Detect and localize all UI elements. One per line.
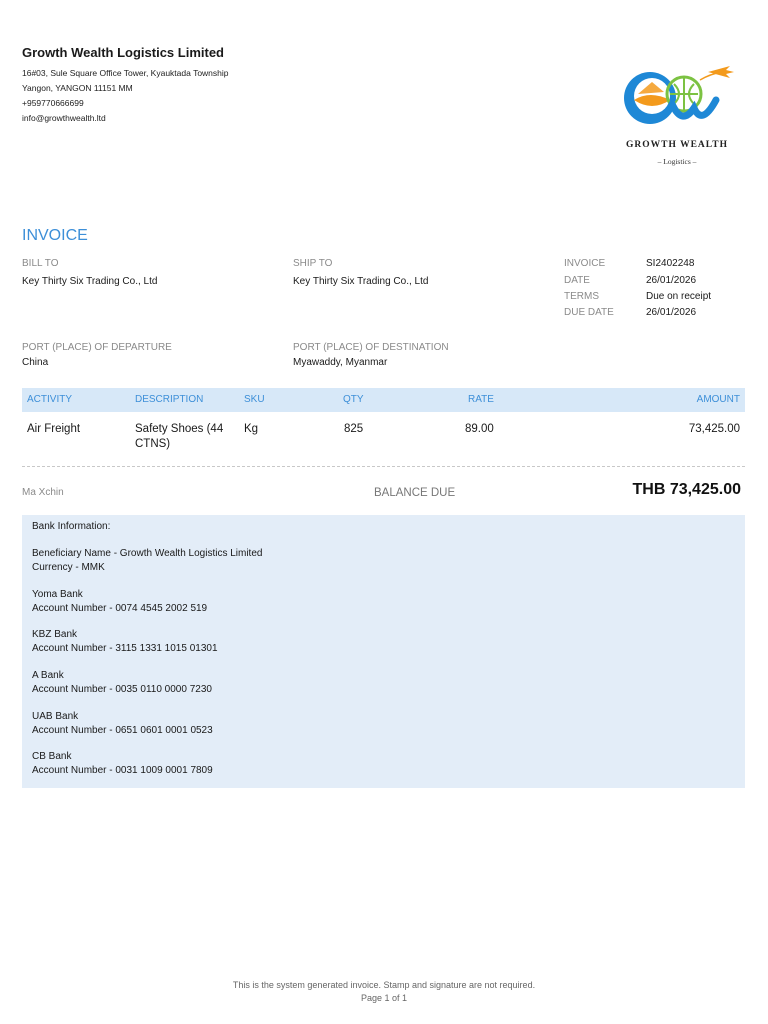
table-row	[22, 422, 745, 458]
invoice-terms-label: TERMS	[564, 291, 599, 302]
header-activity: ACTIVITY	[27, 394, 73, 405]
divider	[22, 466, 745, 467]
ship-to-value: Key Thirty Six Trading Co., Ltd	[293, 276, 429, 287]
row-sku: Kg	[244, 423, 259, 435]
invoice-terms-value: Due on receipt	[646, 291, 712, 302]
header-rate: RATE	[468, 394, 494, 405]
row-amount: 73,425.00	[688, 423, 740, 435]
row-activity: Air Freight	[27, 423, 81, 435]
departure-label: PORT (PLACE) OF DEPARTURE	[22, 342, 172, 353]
company-address-line2: Yangon, YANGON 11151 MM	[22, 83, 133, 93]
line-items-header	[22, 388, 745, 412]
page-number: Page 1 of 1	[360, 993, 408, 1003]
system-note: This is the system generated invoice. Stamp and signature are not required.	[232, 980, 536, 990]
company-logo	[612, 60, 742, 172]
prepared-by: Ma Xchin	[22, 487, 64, 498]
invoice-date-value: 26/01/2026	[646, 275, 697, 286]
invoice-date-label: DATE	[564, 275, 590, 286]
header-description: DESCRIPTION	[135, 394, 204, 405]
company-phone: +959770666699	[22, 98, 84, 108]
account-number: Account Number - 0651 0601 0001 0523	[32, 725, 213, 736]
destination-value: Myawaddy, Myanmar	[293, 357, 388, 368]
destination-label: PORT (PLACE) OF DESTINATION	[293, 342, 449, 353]
company-address-line1: 16#03, Sule Square Office Tower, Kyauktada Township	[22, 68, 229, 78]
bank-information	[22, 515, 745, 788]
invoice-number-label: INVOICE	[564, 258, 606, 269]
bill-to-label: BILL TO	[22, 258, 59, 269]
bank-name: A Bank	[32, 670, 64, 681]
account-number: Account Number - 0074 4545 2002 519	[32, 603, 208, 614]
header-sku: SKU	[244, 394, 265, 405]
invoice-due-date-label: DUE DATE	[564, 307, 614, 318]
bank-name: CB Bank	[32, 751, 72, 762]
currency: Currency - MMK	[32, 562, 105, 573]
invoice-title: INVOICE	[22, 227, 88, 244]
bank-name: Yoma Bank	[32, 589, 83, 600]
account-number: Account Number - 0031 1009 0001 7809	[32, 765, 213, 776]
departure-value: China	[22, 357, 49, 368]
invoice-number-value: SI2402248	[646, 258, 695, 269]
row-description-line2: CTNS)	[135, 438, 171, 450]
logo-icon	[612, 60, 742, 140]
row-qty: 825	[344, 423, 364, 435]
logo-name: GROWTH WEALTH	[626, 140, 728, 150]
bank-heading: Bank Information:	[32, 521, 111, 532]
header-qty: QTY	[343, 394, 364, 405]
row-rate: 89.00	[465, 423, 494, 435]
account-number: Account Number - 3115 1331 1015 01301	[32, 643, 218, 654]
beneficiary-name: Beneficiary Name - Growth Wealth Logistics Limited	[32, 548, 263, 559]
bank-name: UAB Bank	[32, 711, 79, 722]
balance-due-label: BALANCE DUE	[374, 487, 456, 499]
bank-name: KBZ Bank	[32, 629, 78, 640]
header-amount: AMOUNT	[696, 394, 740, 405]
account-number: Account Number - 0035 0110 0000 7230	[32, 684, 212, 695]
invoice-due-date-value: 26/01/2026	[646, 307, 697, 318]
balance-due-amount: THB 73,425.00	[632, 481, 741, 498]
company-email: info@growthwealth.ltd	[22, 113, 106, 123]
company-name: Growth Wealth Logistics Limited	[22, 45, 224, 60]
row-description-line1: Safety Shoes (44	[135, 423, 224, 435]
logo-subtitle: – Logistics –	[657, 157, 697, 166]
bill-to-value: Key Thirty Six Trading Co., Ltd	[22, 276, 158, 287]
ship-to-label: SHIP TO	[293, 258, 333, 269]
